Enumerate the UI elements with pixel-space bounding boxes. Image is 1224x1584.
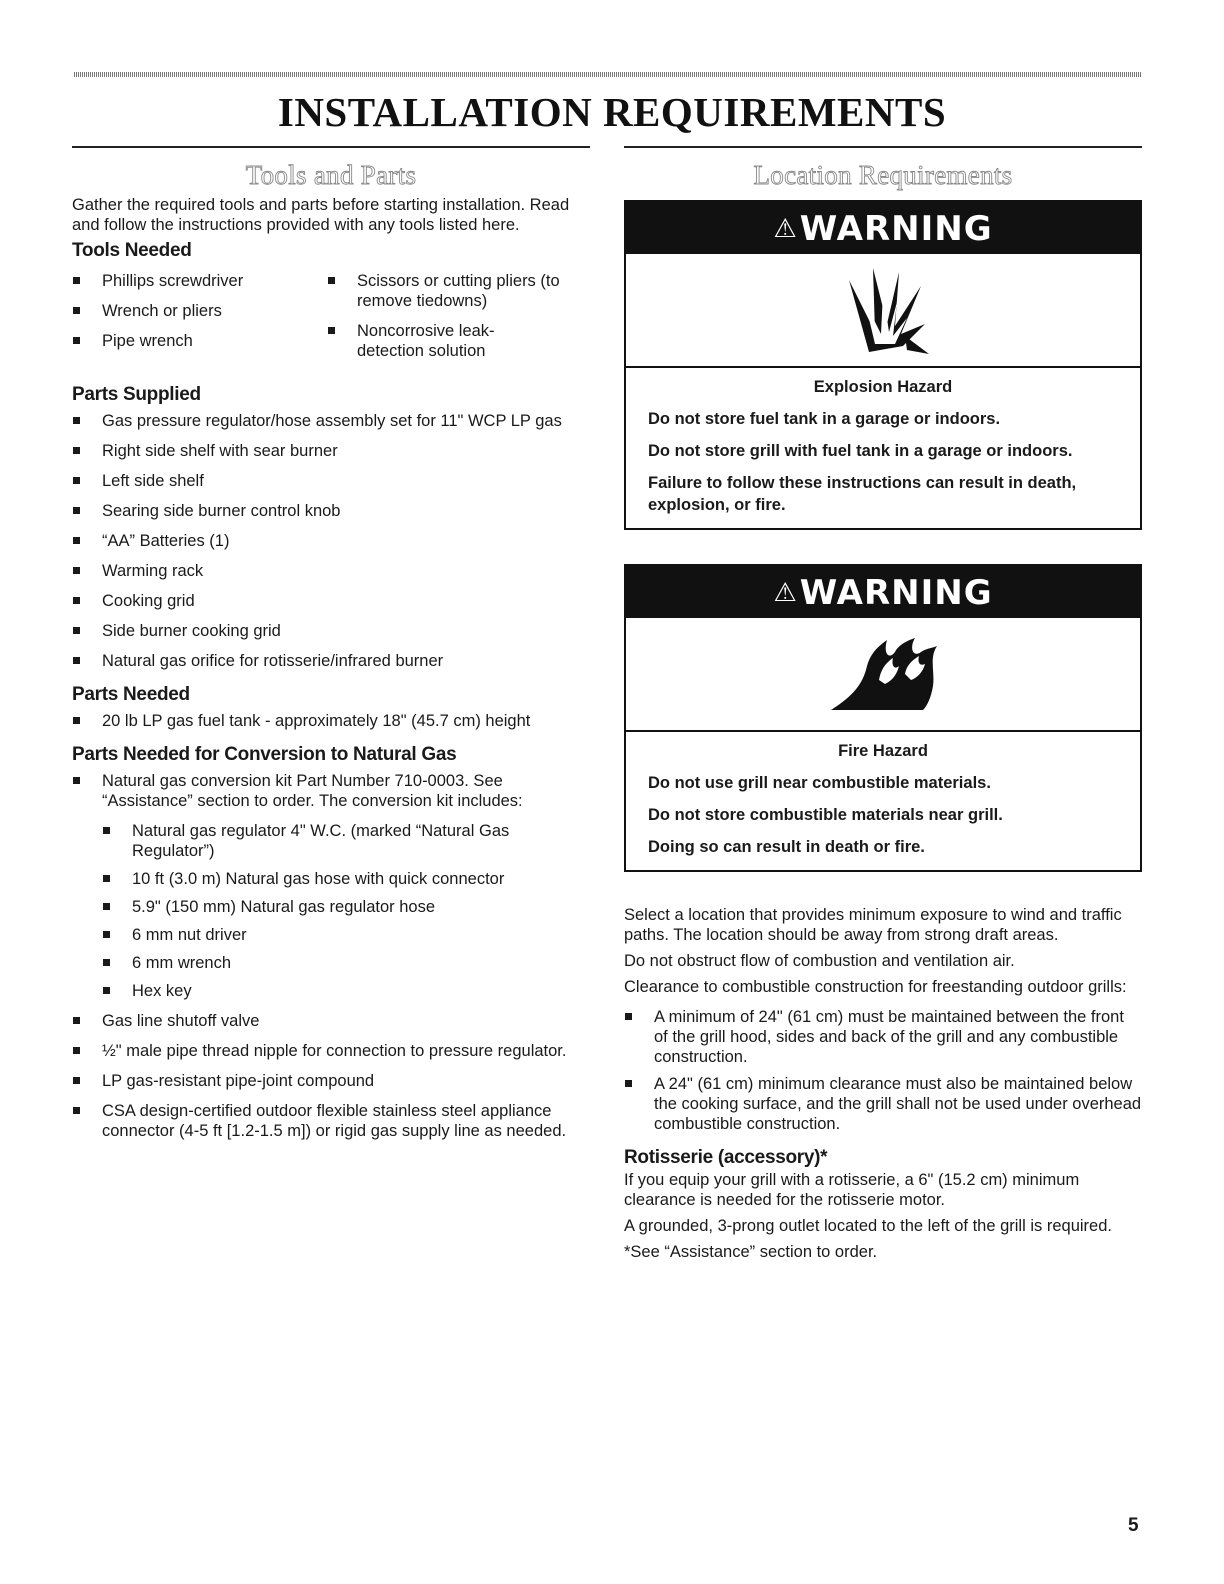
parts-needed-list	[72, 711, 582, 731]
list-item: Left side shelf	[72, 471, 582, 491]
explosion-icon	[626, 254, 1140, 368]
list-item: LP gas-resistant pipe-joint compound	[72, 1071, 582, 1091]
list-item: Right side shelf with sear burner	[72, 441, 582, 461]
parts-supplied-list	[72, 411, 582, 671]
list-item: 6 mm nut driver	[102, 925, 582, 945]
tools-needed-list	[72, 271, 582, 371]
list-item: Warming rack	[72, 561, 582, 581]
warning-line: Do not store combustible materials near grill.	[648, 806, 1003, 824]
list-item: Gas pressure regulator/hose assembly set for 11" WCP LP gas	[72, 411, 582, 431]
tools-needed-heading: Tools Needed	[72, 240, 192, 261]
list-item: Cooking grid	[72, 591, 582, 611]
location-text	[624, 905, 1142, 1268]
list-item: “AA” Batteries (1)	[72, 531, 582, 551]
explosion-warning-box	[624, 200, 1142, 530]
conversion-kit-items	[102, 821, 582, 1001]
conversion-heading: Parts Needed for Conversion to Natural Gas	[72, 744, 457, 765]
hazard-title: Explosion Hazard	[813, 378, 953, 396]
conversion-kit-text: Natural gas conversion kit Part Number 710-0003. See “Assistance” section to order. The conversion kit includes:	[102, 772, 523, 810]
warning-label: WARNING	[799, 573, 993, 613]
right-column-rule	[624, 146, 1142, 148]
list-item: Wrench or pliers	[72, 301, 327, 321]
tools-parts-section	[72, 195, 582, 1151]
rotisserie-heading: Rotisserie (accessory)*	[624, 1147, 828, 1168]
left-column-rule	[72, 146, 590, 148]
list-item: Side burner cooking grid	[72, 621, 582, 641]
location-heading: Location Requirements	[753, 160, 1013, 190]
list-item: 10 ft (3.0 m) Natural gas hose with quick connector	[102, 869, 582, 889]
list-item: CSA design-certified outdoor flexible stainless steel appliance connector (4-5 ft [1.2-1.5 m]) or rigid gas supply line as needed.	[72, 1101, 582, 1141]
warning-line: Do not store grill with fuel tank in a garage or indoors.	[648, 442, 1073, 460]
tools-intro: Gather the required tools and parts before starting installation. Read and follow the instructions provided with any tools listed here.	[72, 196, 570, 234]
list-item: Natural gas regulator 4" W.C. (marked “Natural Gas Regulator”)	[102, 821, 582, 861]
hazard-title: Fire Hazard	[838, 742, 928, 760]
warning-line: Doing so can result in death or fire.	[648, 838, 925, 856]
list-item: Natural gas orifice for rotisserie/infrared burner	[72, 651, 582, 671]
warning-body	[626, 732, 1140, 870]
list-item: Hex key	[102, 981, 582, 1001]
paragraph: A grounded, 3-prong outlet located to the left of the grill is required.	[624, 1217, 1112, 1235]
list-item: Phillips screwdriver	[72, 271, 327, 291]
list-item: Searing side burner control knob	[72, 501, 582, 521]
paragraph: If you equip your grill with a rotisserie, a 6" (15.2 cm) minimum clearance is needed for the rotisserie motor.	[624, 1171, 1080, 1209]
list-item: Gas line shutoff valve	[72, 1011, 582, 1031]
conversion-list	[72, 771, 582, 1141]
list-item: Noncorrosive leak-detection solution	[327, 321, 582, 361]
tools-col-1	[72, 271, 327, 371]
page-number: 5	[1128, 1515, 1139, 1536]
clearance-list	[624, 1007, 1142, 1134]
list-item: 20 lb LP gas fuel tank - approximately 18" (45.7 cm) height	[72, 711, 582, 731]
warning-triangle-icon: ⚠	[773, 214, 798, 244]
paragraph: *See “Assistance” section to order.	[624, 1243, 878, 1261]
warning-body	[626, 368, 1140, 528]
paragraph: Do not obstruct flow of combustion and ventilation air.	[624, 952, 1015, 970]
fire-warning-box	[624, 564, 1142, 872]
list-item: 6 mm wrench	[102, 953, 582, 973]
warning-line: Do not use grill near combustible materials.	[648, 774, 991, 792]
warning-header	[626, 566, 1140, 618]
warning-triangle-icon: ⚠	[773, 578, 798, 608]
top-rule	[74, 72, 1142, 77]
list-item: 5.9" (150 mm) Natural gas regulator hose	[102, 897, 582, 917]
tools-col-2	[327, 271, 582, 371]
warning-label: WARNING	[799, 209, 993, 249]
warning-line: Failure to follow these instructions can result in death, explosion, or fire.	[648, 474, 1077, 514]
tools-parts-heading: Tools and Parts	[245, 160, 417, 190]
page-title: INSTALLATION REQUIREMENTS	[277, 89, 947, 135]
list-item	[72, 771, 582, 1001]
fire-icon	[626, 618, 1140, 732]
list-item: A 24" (61 cm) minimum clearance must also be maintained below the cooking surface, and the grill shall not be used under overhead combustible construction.	[624, 1074, 1142, 1134]
parts-supplied-heading: Parts Supplied	[72, 384, 201, 405]
warning-header	[626, 202, 1140, 254]
paragraph: Select a location that provides minimum exposure to wind and traffic paths. The location should be away from strong draft areas.	[624, 906, 1122, 944]
list-item: A minimum of 24" (61 cm) must be maintained between the front of the grill hood, sides and back of the grill and any combustible construction.	[624, 1007, 1142, 1067]
list-item: Pipe wrench	[72, 331, 327, 351]
parts-needed-heading: Parts Needed	[72, 684, 190, 705]
list-item: ½" male pipe thread nipple for connection to pressure regulator.	[72, 1041, 582, 1061]
paragraph: Clearance to combustible construction for freestanding outdoor grills:	[624, 978, 1127, 996]
list-item: Scissors or cutting pliers (to remove tiedowns)	[327, 271, 582, 311]
warning-line: Do not store fuel tank in a garage or indoors.	[648, 410, 1001, 428]
